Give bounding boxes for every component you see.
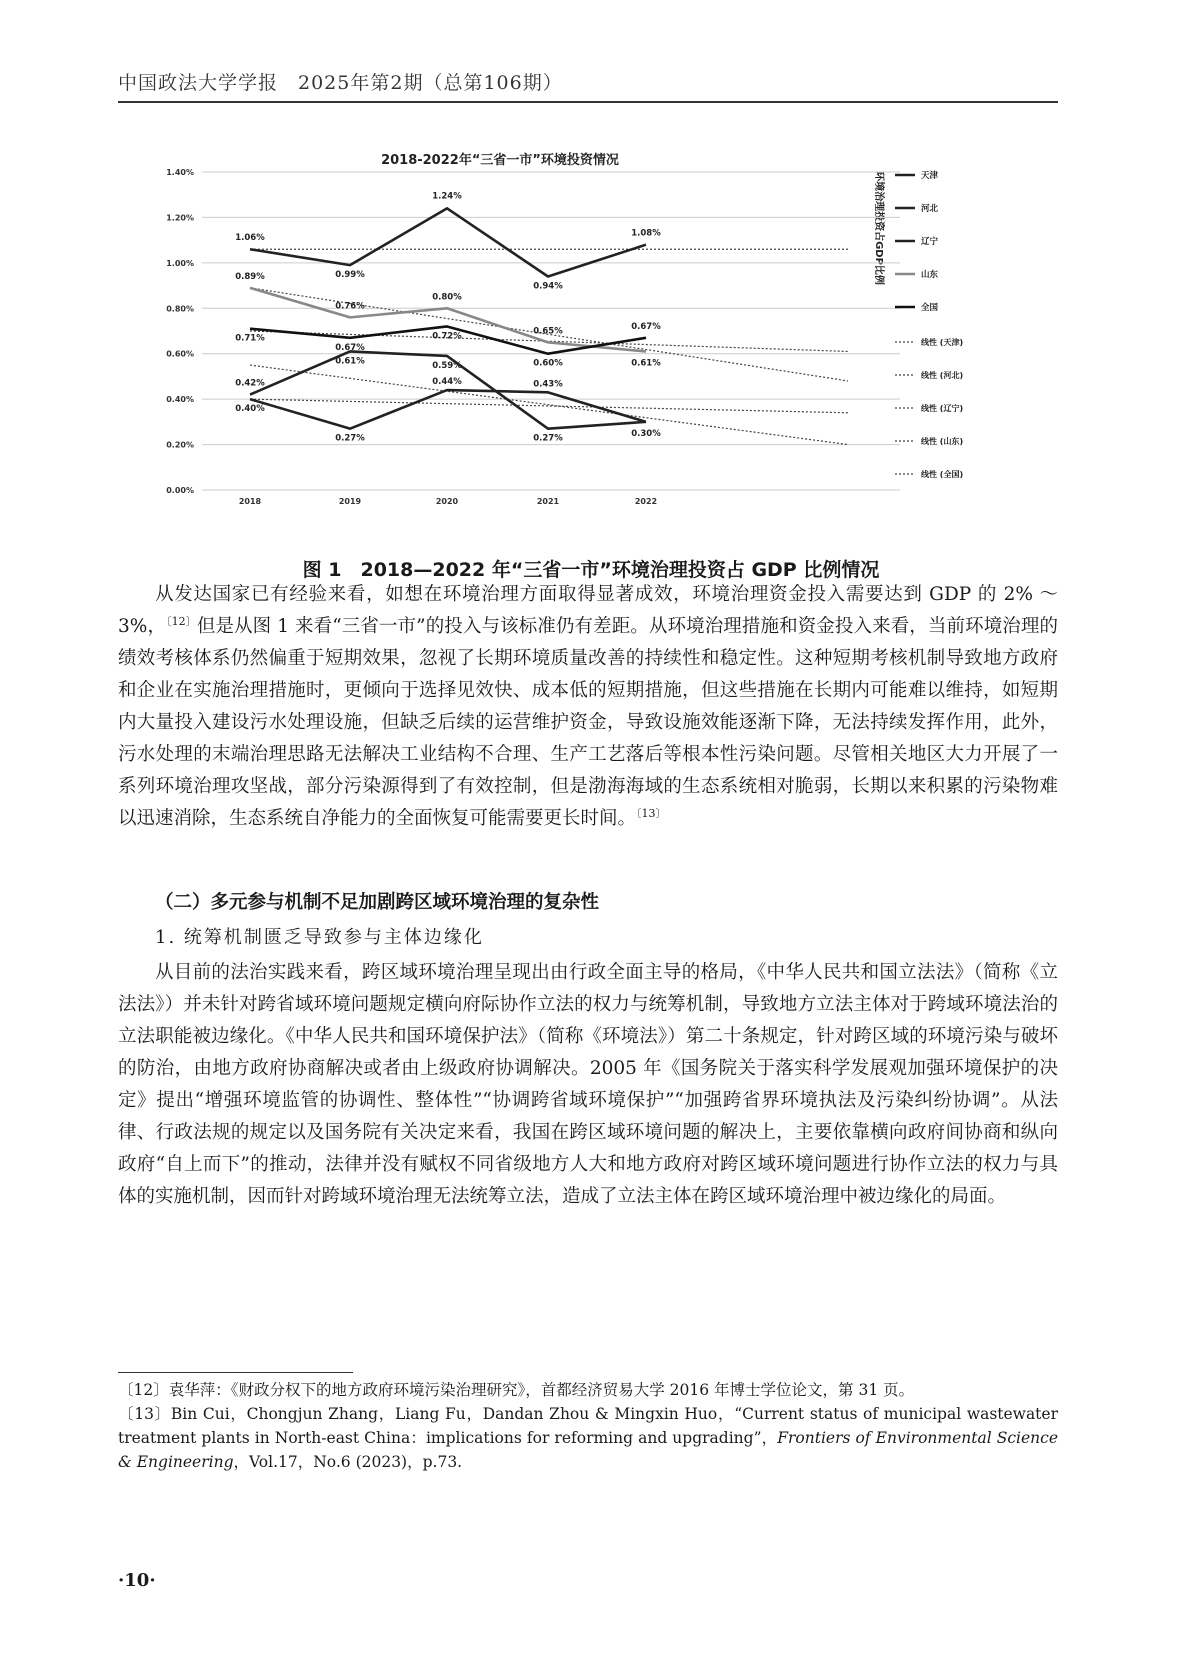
citation-13: 〔13〕 [636,806,667,820]
data-label: 0.60% [533,358,563,369]
x-tick-label: 2022 [634,497,658,506]
legend-label: 天津 [921,171,939,181]
footnote-13 [118,1402,1058,1474]
chart-y-axis-label: 环境治理投资占GDP比例 [873,171,884,285]
legend-label: 全国 [921,303,939,313]
legend-label: 线性 (天津) [921,338,964,347]
y-tick-label: 1.20% [166,213,194,223]
data-label: 1.24% [432,191,462,202]
y-tick-label: 0.60% [166,349,194,359]
data-label: 0.42% [235,378,265,389]
x-tick-label: 2021 [536,497,560,506]
legend-label: 辽宁 [921,237,939,247]
trendline [250,365,848,445]
legend-label: 线性 (辽宁) [921,404,964,413]
legend-label: 线性 (河北) [921,371,964,380]
paragraph-2: 从目前的法治实践来看，跨区域环境治理呈现出由行政全面主导的格局，《中华人民共和国立法法》（简称《立法法》）并未针对跨省域环境问题规定横向府际协作立法的权力与统筹机制，导致地方立法主体对于跨域环境法治的立法职能被边缘化。《中华人民共和国环境保护法》（简称《环境法》）第二十条规定，针对跨区域的环境污染与破坏的防治，由地方政府协商解决或者由上级政府协调解决。2005 年《国务院关于落实科学发展观加强环境保护的决定》提出“增强环境监管的协调性、整体性”“协调跨省域环境保护”“加强跨省界环境执法及污染纠纷协调”。从法律、行政法规的规定以及国务院有关决定来看，我国在跨区域环境问题的解决上，主要依靠横向政府间协商和纵向政府“自上而下”的推动，法律并没有赋权不同省级地方人大和地方政府对跨区域环境问题进行协作立法的权力与具体的实施机制，因而针对跨域环境治理无法统筹立法，造成了立法主体在跨区域环境治理中被边缘化的局面。 [118,962,1058,1207]
legend-label: 线性 (全国) [921,470,964,479]
footnote-13-journal: Frontiers of Environmental Science & Engineering [118,1429,1058,1471]
data-label: 0.44% [432,377,462,388]
data-label: 0.59% [432,360,462,371]
data-label: 0.30% [631,428,661,439]
data-label: 0.40% [235,404,265,415]
trendline [250,399,848,413]
data-label: 0.94% [533,281,563,292]
y-tick-label: 0.40% [166,395,194,405]
data-label: 0.61% [631,358,661,369]
chart-title: 2018-2022年“三省一市”环境投资情况 [381,153,619,168]
section-heading: （二）多元参与机制不足加剧跨区域环境治理的复杂性 [155,892,600,913]
data-label: 0.65% [533,326,563,337]
series-line [250,208,646,276]
journal-header: 中国政法大学学报 2025年第2期（总第106期） [118,72,563,94]
x-tick-label: 2020 [435,497,459,506]
paragraph-1 [118,579,1058,835]
y-tick-label: 1.40% [166,168,194,177]
data-label: 0.67% [631,321,661,332]
legend-label: 山东 [921,270,939,280]
paragraph-1-part-b: 但是从图 1 来看“三省一市”的投入与该标准仍有差距。从环境治理措施和资金投入来看，当前环境治理的绩效考核体系仍然偏重于短期效果，忽视了长期环境质量改善的持续性和稳定性。这种短期考核机制导致地方政府和企业在实施治理措施时，更倾向于选择见效快、成本低的短期措施，但这些措施在长期内可能难以维持，如短期内大量投入建设污水处理设施，但缺乏后续的运营维护资金，导致设施效能逐渐下降，无法持续发挥作用，此外，污水处理的末端治理思路无法解决工业结构不合理、生产工艺落后等根本性污染问题。尽管相关地区大力开展了一系列环境治理攻坚战，部分污染源得到了有效控制，但是渤海海域的生态系统相对脆弱，长期以来积累的污染物难以迅速消除，生态系统自净能力的全面恢复可能需要更长时间。 [118,616,1058,829]
footnote-12: 〔12〕袁华萍：《财政分权下的地方政府环境污染治理研究》，首都经济贸易大学 2016 年博士学位论文，第 31 页。 [118,1381,915,1399]
y-tick-label: 0.80% [166,304,194,314]
y-tick-label: 0.00% [166,486,194,495]
header-rule [118,101,1058,103]
figure-caption: 图 1 2018—2022 年“三省一市”环境治理投资占 GDP 比例情况 [302,559,880,581]
data-label: 1.06% [235,233,265,244]
series-line [250,390,646,429]
data-label: 0.43% [533,379,563,390]
data-label: 0.99% [335,270,365,281]
footnote-13-part-a: 〔13〕Bin Cui，Chongjun Zhang，Liang Fu，Dandan Zhou & Mingxin Huo，“Current status of municipal wastewater treatment plants in North-east China：implications for reforming and upgrading”， [118,1405,1058,1447]
footnote-rule [118,1372,353,1373]
sub-heading: 1. 统筹机制匮乏导致参与主体边缘化 [155,927,484,948]
y-tick-label: 1.00% [166,258,194,268]
data-label: 0.76% [335,301,365,312]
paragraph-1-part-a: 从发达国家已有经验来看，如想在环境治理方面取得显著成效，环境治理资金投入需要达到 GDP 的 2% ～ 3%， [118,584,1058,637]
data-label: 0.89% [235,271,265,282]
x-tick-label: 2018 [238,497,262,506]
data-label: 0.67% [335,342,365,353]
y-tick-label: 0.20% [166,440,194,450]
data-label: 0.27% [533,433,563,444]
data-label: 0.72% [432,331,462,342]
investment-line-chart [160,148,1020,538]
data-label: 1.08% [631,228,661,239]
data-label: 0.71% [235,333,265,344]
x-tick-label: 2019 [338,497,362,506]
page-number: ·10· [118,1570,156,1591]
data-label: 0.80% [432,292,462,303]
legend-label: 河北 [921,204,939,214]
chart-svg [160,148,1020,538]
legend-label: 线性 (山东) [921,437,964,446]
data-label: 0.61% [335,356,365,367]
citation-12: 〔12〕 [166,614,197,628]
data-label: 0.27% [335,433,365,444]
footnote-13-part-c: ，Vol.17，No.6 (2023)，p.73. [233,1453,463,1471]
